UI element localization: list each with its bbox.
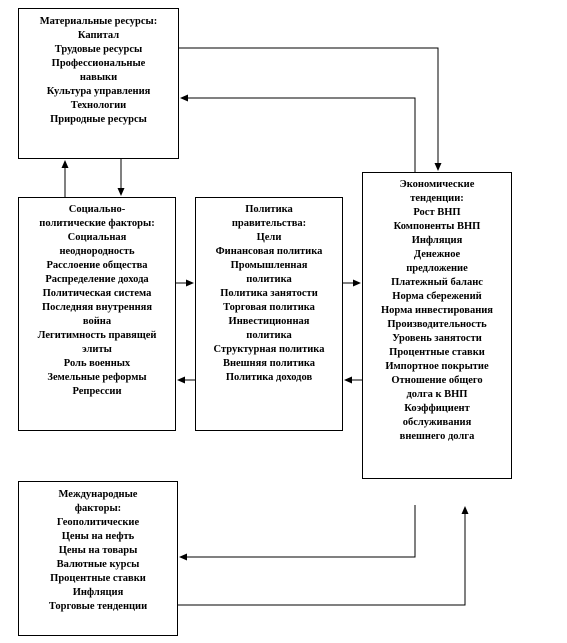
social-item: Последняя внутренняя война [41, 302, 153, 327]
econ-item: Рост ВНП [413, 207, 461, 218]
intl-heading: Международные факторы: [58, 489, 138, 514]
material-item: Культура управления [46, 86, 151, 97]
social-item: Социальная неоднородность [59, 232, 135, 257]
policy-heading: Политика правительства: [231, 204, 307, 229]
social-item: Расслоение общества [46, 260, 148, 271]
social-item: Политическая система [42, 288, 152, 299]
econ-item: Компоненты ВНП [393, 221, 481, 232]
government-policy-box [195, 197, 343, 431]
econ-item: Норма сбережений [392, 291, 482, 302]
policy-item: Внешняя политика [222, 358, 316, 369]
policy-item: Инвестиционная политика [228, 316, 310, 341]
social-item: Земельные реформы [47, 372, 147, 383]
social-item: Легитимность правящей элиты [37, 330, 157, 355]
economic-trends-box [362, 172, 512, 479]
econ-heading: Экономические тенденции: [399, 179, 475, 204]
intl-item: Торговые тенденции [48, 601, 148, 612]
arrow-econ-to-material [181, 98, 415, 172]
material-item: Профессиональные навыки [51, 58, 146, 83]
material-item: Природные ресурсы [50, 114, 147, 125]
material-resources-box [18, 8, 179, 159]
international-factors-box [18, 481, 178, 636]
econ-item: Отношение общего долга к ВНП [391, 375, 483, 400]
social-item: Роль военных [63, 358, 131, 369]
policy-item: Финансовая политика [215, 246, 323, 257]
econ-item: Платежный баланс [391, 277, 483, 288]
econ-item: Уровень занятости [392, 333, 482, 344]
material-item: Трудовые ресурсы [54, 44, 143, 55]
material-item: Технологии [70, 100, 127, 111]
econ-item: Коэффициент обслуживания внешнего долга [399, 403, 475, 442]
policy-item: Политика занятости [220, 288, 318, 299]
intl-item: Процентные ставки [50, 573, 146, 584]
econ-item: Импортное покрытие [385, 361, 489, 372]
intl-item: Геополитические [56, 517, 140, 528]
econ-item: Инфляция [411, 235, 463, 246]
intl-item: Цены на нефть [61, 531, 135, 542]
social-heading: Социально- политические факторы: [39, 204, 155, 229]
econ-item: Процентные ставки [389, 347, 485, 358]
econ-item: Производительность [387, 319, 487, 330]
policy-item: Цели [256, 232, 282, 243]
policy-item: Торговая политика [223, 302, 315, 313]
policy-item: Промышленная политика [230, 260, 308, 285]
policy-item: Политика доходов [225, 372, 313, 383]
intl-item: Валютные курсы [56, 559, 140, 570]
social-item: Репрессии [72, 386, 122, 397]
econ-item: Денежное предложение [406, 249, 468, 274]
policy-item: Структурная политика [213, 344, 325, 355]
material-item: Капитал [77, 30, 120, 41]
arrow-econ-to-intl [180, 505, 415, 557]
material-heading: Материальные ресурсы: [39, 16, 158, 27]
intl-item: Цены на товары [58, 545, 138, 556]
arrow-material-to-econ [179, 48, 438, 170]
arrow-intl-to-econ [178, 507, 465, 605]
social-political-factors-box [18, 197, 176, 431]
social-item: Распределение дохода [45, 274, 149, 285]
econ-item: Норма инвестирования [380, 305, 493, 316]
intl-item: Инфляция [72, 587, 124, 598]
